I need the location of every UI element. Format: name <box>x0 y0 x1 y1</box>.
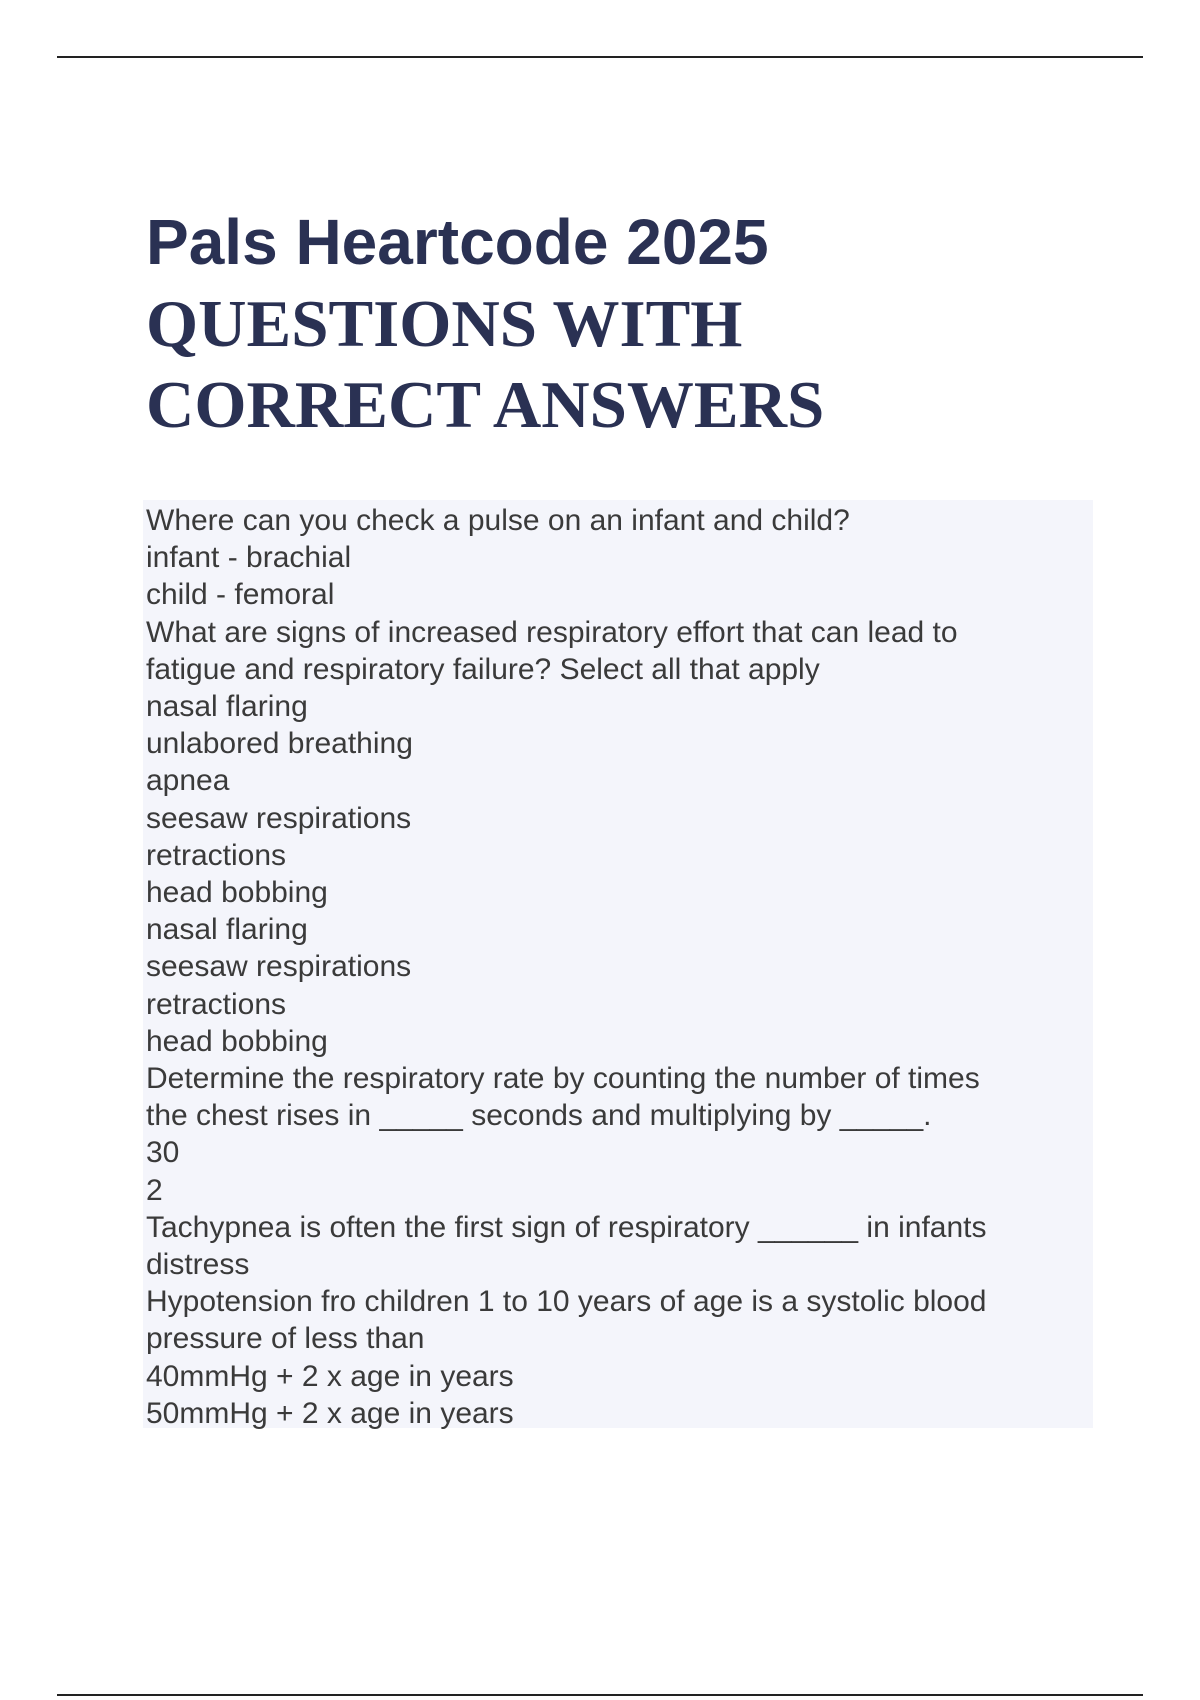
qa-line: seesaw respirations <box>146 950 412 984</box>
qa-line: 2 <box>146 1173 163 1207</box>
title-line-1: Pals Heartcode 2025 <box>146 206 769 278</box>
qa-line: child - femoral <box>146 578 335 612</box>
questions-answers-panel <box>143 500 1093 1428</box>
qa-line: Hypotension fro children 1 to 10 years of age is a systolic blood <box>146 1285 987 1319</box>
qa-list <box>146 502 1091 1432</box>
bottom-divider <box>57 1694 1143 1696</box>
qa-line: Where can you check a pulse on an infant and child? <box>146 504 850 537</box>
document-title <box>146 200 1106 446</box>
qa-line: Tachypnea is often the first sign of respiratory ______ in infants <box>146 1210 987 1244</box>
qa-line: fatigue and respiratory failure? Select all that apply <box>146 652 820 686</box>
title-line-2: QUESTIONS WITH <box>146 287 743 361</box>
qa-line: 40mmHg + 2 x age in years <box>146 1359 514 1393</box>
title-line-3: CORRECT ANSWERS <box>146 368 825 442</box>
qa-line: distress <box>146 1248 250 1282</box>
qa-line: the chest rises in _____ seconds and multiplying by _____. <box>146 1099 932 1133</box>
qa-line: nasal flaring <box>146 913 308 947</box>
qa-line: retractions <box>146 838 287 872</box>
qa-line: head bobbing <box>146 1024 328 1058</box>
qa-line: pressure of less than <box>146 1322 425 1356</box>
qa-line: infant - brachial <box>146 541 352 575</box>
qa-line: seesaw respirations <box>146 801 412 835</box>
qa-line: What are signs of increased respiratory effort that can lead to <box>146 615 958 649</box>
qa-line: unlabored breathing <box>146 727 413 761</box>
qa-line: nasal flaring <box>146 690 308 724</box>
qa-line: 30 <box>146 1136 180 1170</box>
qa-line: apnea <box>146 764 230 798</box>
qa-line: 50mmHg + 2 x age in years <box>146 1396 514 1430</box>
top-divider <box>57 56 1143 58</box>
qa-line: Determine the respiratory rate by counting the number of times <box>146 1062 980 1096</box>
qa-line: head bobbing <box>146 876 328 910</box>
qa-line: retractions <box>146 987 287 1021</box>
